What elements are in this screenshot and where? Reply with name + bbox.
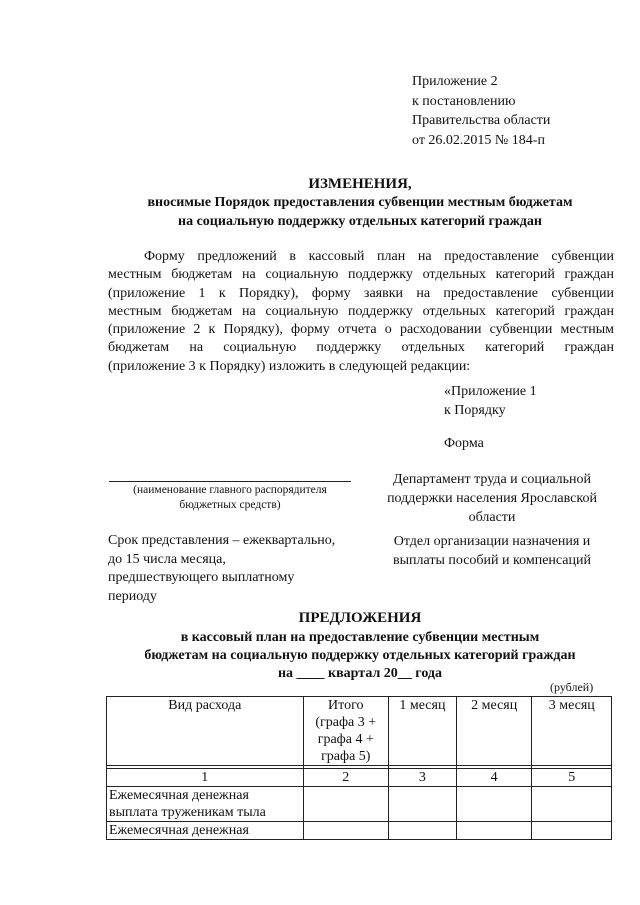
paragraph-line: бюджетам на социальную поддержку отдельных категорий граждан: [108, 340, 614, 356]
appendix-header-line: Правительства области: [412, 113, 551, 128]
signature-caption: [100, 483, 360, 513]
column-number-row: [107, 769, 612, 787]
proposals-table: [106, 696, 612, 840]
header-text: 3 месяц: [548, 698, 595, 713]
form-label: Форма: [444, 436, 484, 451]
deadline-line: периоду: [108, 588, 157, 604]
table-cell: [303, 787, 388, 822]
changes-title: [90, 175, 630, 194]
paragraph-line: Форму предложений в кассовый план на предоставление субвенции: [144, 249, 614, 264]
table-cell: [303, 822, 388, 840]
table-cell: [456, 822, 532, 840]
appendix1-line: к Порядку: [444, 402, 506, 418]
header-month-2: [456, 697, 532, 766]
changes-subtitle-line: вносимые Порядок предоставления субвенции местным бюджетам: [147, 195, 573, 210]
department-unit-line: выплаты пособий и компенсаций: [393, 553, 591, 568]
header-text: Итого: [328, 698, 364, 713]
table-cell: [388, 787, 456, 822]
paragraph-line: (приложение 1 к Порядку), форму заявки на предоставление субвенции: [108, 285, 614, 301]
table-cell: [456, 787, 532, 822]
appendix-header: [412, 72, 550, 150]
appendix-header-line: к постановлению: [412, 93, 516, 109]
header-month-3: [532, 697, 612, 766]
changes-subtitle-line: на социальную поддержку отдельных категорий граждан: [178, 213, 542, 229]
department-line: Департамент труда и социальной: [392, 472, 592, 487]
header-text: 1 месяц: [399, 698, 446, 713]
table-row: [107, 787, 612, 822]
table-cell: [532, 822, 612, 840]
department-line: поддержки населения Ярославской: [387, 491, 597, 506]
header-text: 2 месяц: [471, 698, 518, 713]
proposals-title-text: ПРЕДЛОЖЕНИЯ: [298, 610, 422, 626]
table-cell: [388, 822, 456, 840]
cell-text: Ежемесячная денежная: [109, 823, 249, 838]
paragraph-line: местным бюджетам на социальную поддержку отдельных категорий граждан: [108, 303, 614, 319]
department-line: области: [468, 510, 516, 525]
body-paragraph: [108, 248, 614, 376]
header-text: (графа 3 +: [315, 715, 377, 730]
appendix1-header: [444, 383, 537, 420]
header-text: графа 5): [321, 749, 371, 764]
deadline-line: предшествующего выплатному: [108, 570, 295, 585]
column-number: 2: [303, 769, 388, 787]
paragraph-line: (приложение 2 к Порядку), форму отчета о расходовании субвенции местным: [108, 322, 614, 338]
expense-type-cell: [107, 822, 304, 840]
paragraph-line: (приложение 3 к Порядку) изложить в следующей редакции:: [108, 358, 471, 374]
paragraph-line: местным бюджетам на социальную поддержку отдельных категорий граждан: [108, 267, 614, 283]
units-label: (рублей): [550, 680, 594, 694]
department-unit-line: Отдел организации назначения и: [393, 534, 591, 549]
appendix-header-line: Приложение 2: [412, 74, 498, 89]
header-month-1: [388, 697, 456, 766]
changes-title-text: ИЗМЕНЕНИЯ,: [308, 176, 412, 192]
proposals-subtitle-line: бюджетам на социальную поддержку отдельных категорий граждан: [144, 648, 576, 663]
expense-type-cell: [107, 787, 304, 822]
submission-deadline: [108, 532, 335, 606]
signature-caption-line: (наименование главного распорядителя: [133, 484, 327, 496]
proposals-subtitle-line: в кассовый план на предоставление субвенции местным: [180, 630, 540, 645]
signature-caption-line: бюджетных средств): [179, 499, 281, 511]
department-unit: [372, 532, 612, 570]
deadline-line: Срок представления – ежеквартально,: [108, 533, 336, 548]
table-row: [107, 822, 612, 840]
cell-text: выплата труженикам тыла: [109, 805, 266, 820]
department-name: [372, 470, 612, 527]
header-total: [303, 697, 388, 766]
header-expense-type: [107, 697, 304, 766]
column-number: 3: [388, 769, 456, 787]
proposals-title: [90, 609, 630, 628]
appendix1-line: «Приложение 1: [444, 384, 537, 399]
header-text: Вид расхода: [168, 698, 242, 713]
signature-line: [109, 481, 351, 482]
deadline-line: до 15 числа месяца,: [108, 551, 226, 567]
proposals-subtitle: [90, 629, 630, 683]
header-text: графа 4 +: [317, 732, 374, 747]
column-number: 5: [532, 769, 612, 787]
appendix-header-line: от 26.02.2015 № 184-п: [412, 132, 545, 148]
table-cell: [532, 787, 612, 822]
proposals-subtitle-line: на ____ квартал 20__ года: [277, 666, 442, 681]
cell-text: Ежемесячная денежная: [109, 788, 249, 803]
column-number: 4: [456, 769, 532, 787]
table-header-row: [107, 697, 612, 766]
changes-subtitle: [90, 194, 630, 231]
column-number: 1: [107, 769, 304, 787]
